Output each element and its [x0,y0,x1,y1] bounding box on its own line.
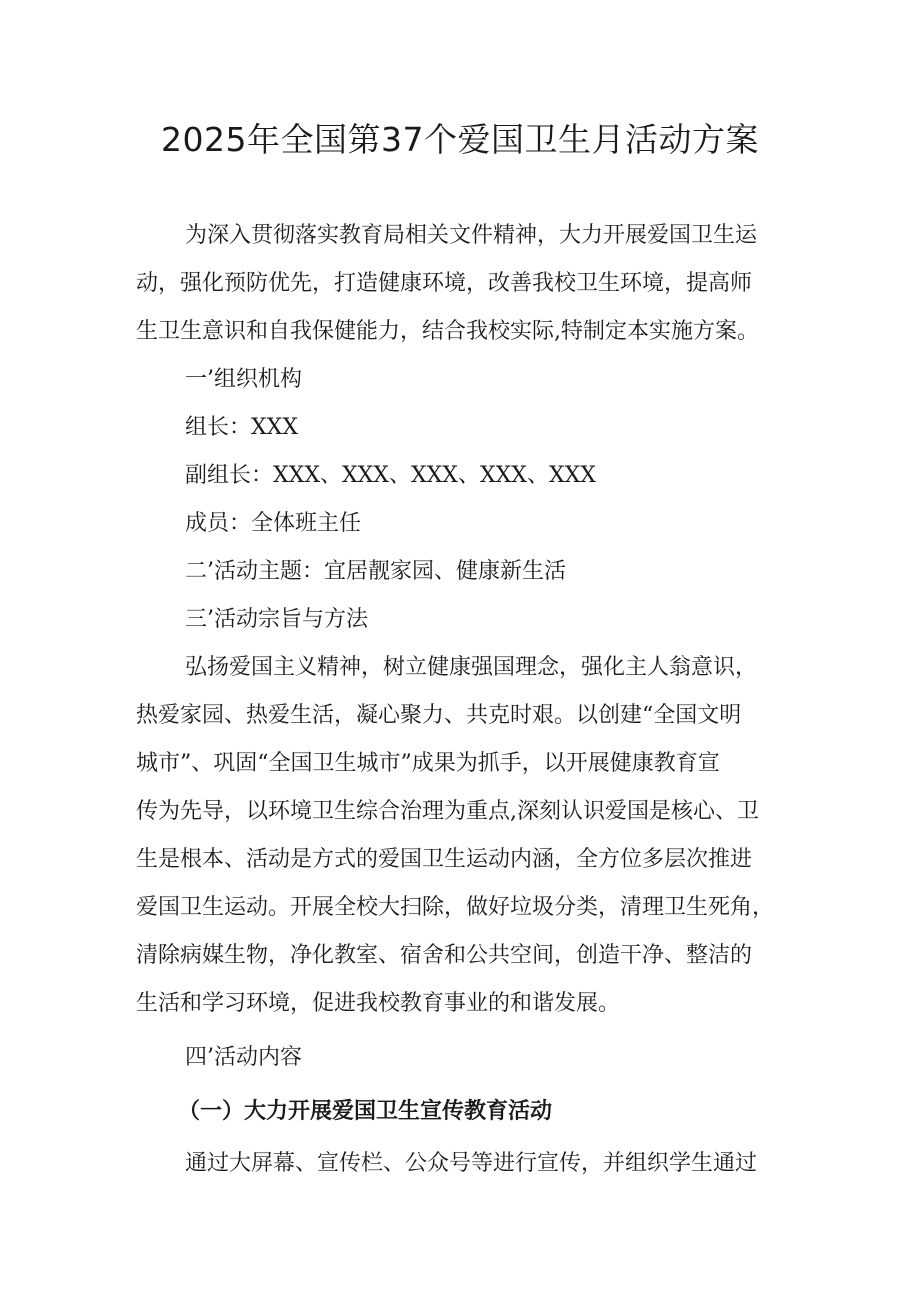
section-heading-theme: 二’活动主题：宜居靓家园、健康新生活 [185,559,566,584]
purpose-line-7: 清除病媒生物，净化教室、宿舍和公共空间，创造干净、整洁的 [136,943,753,968]
content-line-1: 通过大屏幕、宣传栏、公众号等进行宣传，并组织学生通过 [185,1151,758,1176]
section-heading-organization: 一’组织机构 [185,367,302,392]
purpose-line-3: 城市”、巩固“全国卫生城市”成果为抓手，以开展健康教育宣 [136,751,720,776]
sub-heading-propaganda: （一）大力开展爱国卫生宣传教育活动 [178,1099,553,1124]
purpose-line-6: 爱国卫生运动。开展全校大扫除，做好垃圾分类，清理卫生死角， [136,895,775,920]
purpose-line-8: 生活和学习环境，促进我校教育事业的和谐发展。 [136,991,621,1016]
section-heading-content: 四’活动内容 [185,1045,302,1070]
intro-line-2: 动，强化预防优先，打造健康环境，改善我校卫生环境，提高师 [136,271,753,296]
document-title: 2025年全国第37个爱国卫生月活动方案 [161,120,759,159]
purpose-line-2: 热爱家园、热爱生活，凝心聚力、共克时艰。以创建“全国文明 [136,703,742,728]
intro-line-1: 为深入贯彻落实教育局相关文件精神，大力开展爱国卫生运 [185,223,758,248]
intro-line-3: 生卫生意识和自我保健能力，结合我校实际,特制定本实施方案。 [136,319,759,344]
purpose-line-1: 弘扬爱国主义精神，树立健康强国理念，强化主人翁意识， [185,655,758,680]
leader-line: 组长：XXX [185,415,298,440]
deputy-leader-line: 副组长：XXX、XXX、XXX、XXX、XXX [185,463,596,488]
members-line: 成员：全体班主任 [185,511,362,536]
section-heading-purpose: 三’活动宗旨与方法 [185,607,368,632]
purpose-line-4: 传为先导，以环境卫生综合治理为重点,深刻认识爱国是核心、卫 [136,799,759,824]
purpose-line-5: 生是根本、活动是方式的爱国卫生运动内涵，全方位多层次推进 [136,847,753,872]
